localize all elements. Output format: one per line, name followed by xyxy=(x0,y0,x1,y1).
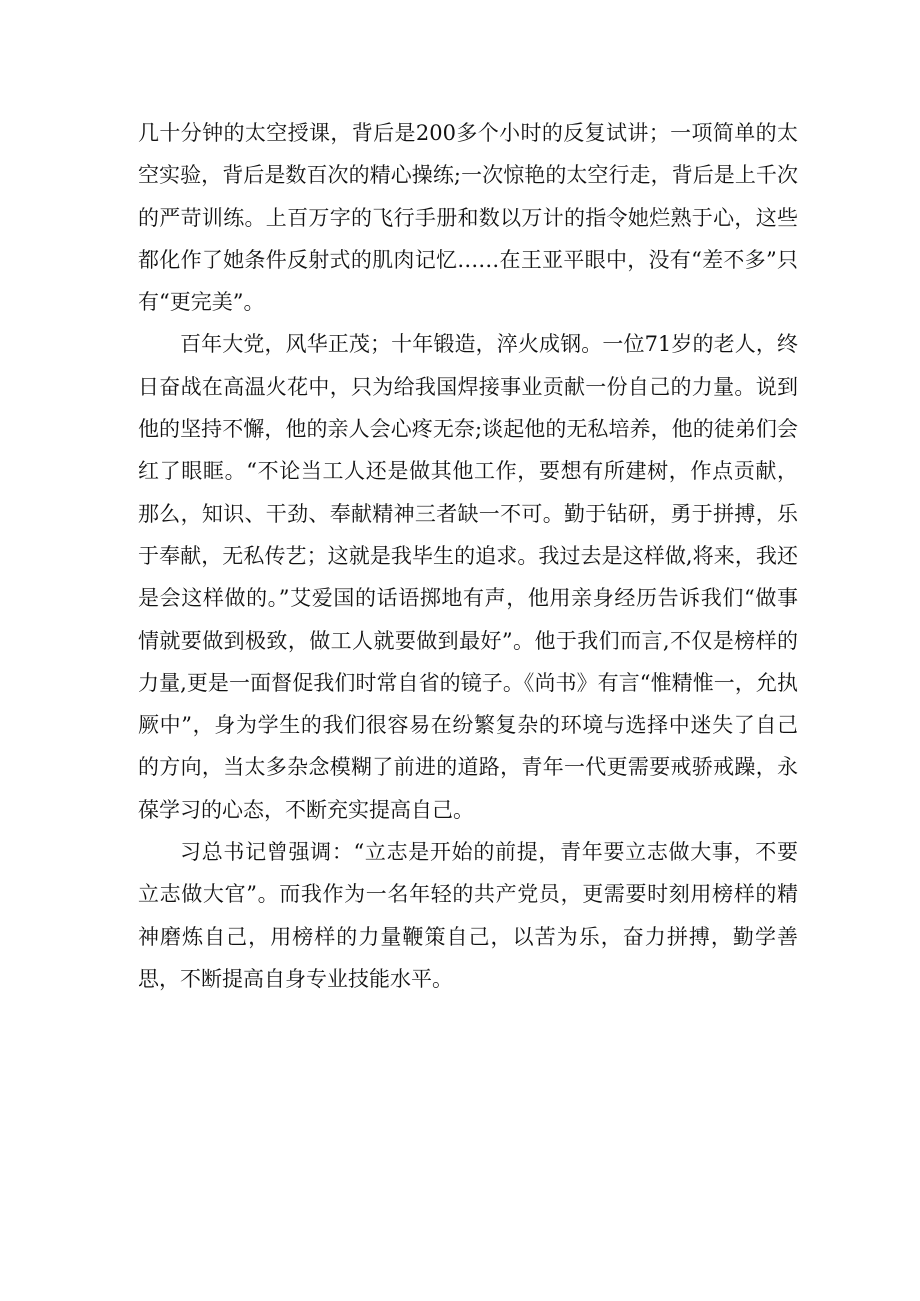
document-body xyxy=(138,112,798,1000)
paragraph-1: 几十分钟的太空授课，背后是200多个小时的反复试讲；一项简单的太空实验，背后是数百次的精心操练;一次惊艳的太空行走，背后是上千次的严苛训练。上百万字的飞行手册和数以万计的指令她烂熟于心，这些都化作了她条件反射式的肌肉记忆……在王亚平眼中，没有“差不多”只有“更完美”。 xyxy=(138,121,798,315)
paragraph-2: 百年大党，风华正茂；十年锻造，淬火成钢。一位71岁的老人，终日奋战在高温火花中，只为给我国焊接事业贡献一份自己的力量。说到他的坚持不懈，他的亲人会心疼无奈;谈起他的无私培养，他的徒弟们会红了眼眶。“不论当工人还是做其他工作，要想有所建树，作点贡献，那么，知识、干劲、奉献精神三者缺一不可。勤于钻研，勇于拼搏，乐于奉献，无私传艺；这就是我毕生的追求。我过去是这样做,将来，我还是会这样做的。”艾爱国的话语掷地有声，他用亲身经历告诉我们“做事情就要做到极致，做工人就要做到最好”。他于我们而言,不仅是榜样的力量,更是一面督促我们时常自省的镜子。《尚书》有言“惟精惟一，允执厥中”，身为学生的我们很容易在纷繁复杂的环境与选择中迷失了自己的方向，当太多杂念模糊了前进的道路，青年一代更需要戒骄戒躁，永葆学习的心态，不断充实提高自己。 xyxy=(138,332,798,822)
paragraph-3: 习总书记曾强调：“立志是开始的前提，青年要立志做大事，不要立志做大官”。而我作为一名年轻的共产党员，更需要时刻用榜样的精神磨炼自己，用榜样的力量鞭策自己，以苦为乐，奋力拼搏，勤学善思，不断提高自身专业技能水平。 xyxy=(138,840,798,991)
